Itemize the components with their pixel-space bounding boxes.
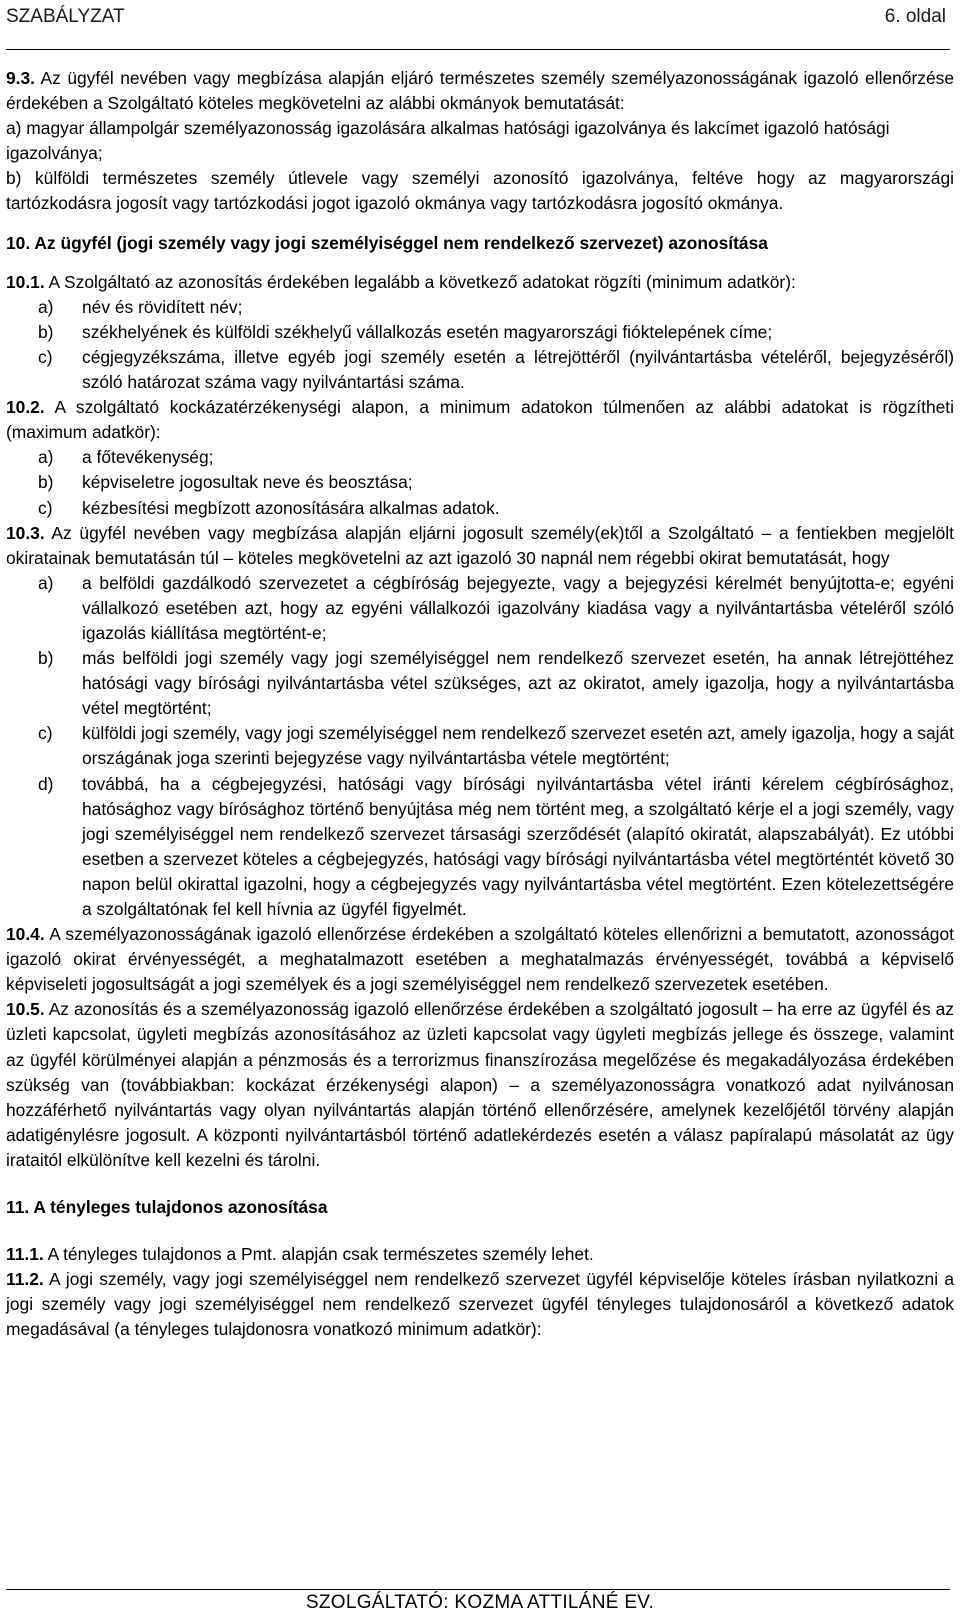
list-text: székhelyének és külföldi székhelyű vállalkozás esetén magyarországi fióktelepének címe; [82, 321, 773, 342]
list-marker: a) [38, 296, 54, 317]
paragraph-10-4 [6, 922, 954, 997]
list-marker: b) [38, 648, 54, 669]
paragraph-11-1 [6, 1242, 954, 1267]
paragraph-text: A tényleges tulajdonos a Pmt. alapján csak természetes személy lehet. [43, 1244, 594, 1265]
list-text: kézbesítési megbízott azonosítására alkalmas adatok. [82, 497, 500, 518]
section-heading-11: 11. A tényleges tulajdonos azonosítása [6, 1197, 328, 1218]
list-marker: c) [38, 497, 53, 518]
paragraph-text: A szolgáltató kockázatérzékenységi alapon, a minimum adatokon túlmenően az alábbi adatokat is rögzítheti (maximum adatkör): [6, 397, 954, 443]
paragraph-11-2 [6, 1267, 954, 1342]
list-item [38, 295, 954, 320]
list-marker: a) [38, 447, 54, 468]
list-item [38, 445, 954, 470]
list-item: a) magyar állampolgár személyazonosság igazolására alkalmas hatósági igazolványa és lakcímet igazoló hatósági igazolványa; [6, 118, 890, 164]
list-item: b) külföldi természetes személy útlevele vagy személyi azonosító igazolványa, feltéve hogy az magyarországi tartózkodásra jogosít vagy tartózkodási jogot igazoló okmánya vagy tartózkodásra jogosító okmánya. [6, 168, 954, 214]
list-item [38, 496, 954, 521]
paragraph-9-3 [6, 66, 954, 116]
list-text: képviseletre jogosultak neve és beosztása; [82, 472, 413, 493]
list-marker: a) [38, 572, 54, 593]
list-item [38, 345, 954, 395]
list-item [38, 772, 954, 923]
section-number: 10.5. [6, 999, 45, 1020]
page-header [6, 2, 946, 32]
list-text: a főtevékenység; [82, 447, 214, 468]
list-text: cégjegyzékszáma, illetve egyéb jogi személy esetén a létrejöttéről (nyilvántartásba vételéről, bejegyzéséről) szóló határozat száma vagy nyilvántartási száma. [82, 346, 954, 393]
list-text: más belföldi jogi személy vagy jogi személyiséggel nem rendelkező szervezet esetén, ha annak létrejöttéhez hatósági vagy bírósági nyilvántartásba vétel szükséges, azt az okiratot, amely igazolja, hogy a nyilvántartásba vétel megtörtént; [82, 648, 954, 719]
paragraph-text: Az ügyfél nevében vagy megbízása alapján eljáró természetes személy személyazonosságának igazoló ellenőrzése érdekében a Szolgáltató köteles megkövetelni az alábbi okmányok bemutatását: [6, 68, 954, 114]
list-marker: d) [38, 773, 54, 794]
list-item [38, 646, 954, 721]
spacer [6, 1220, 954, 1242]
list-marker: c) [38, 346, 53, 367]
list-text: továbbá, ha a cégbejegyzési, hatósági vagy bírósági nyilvántartásba vétel iránti kérelem cégbírósághoz, hatósághoz vagy bírósághoz történő benyújtása még nem történt meg, a szolgáltató kérje el a jogi személy, vagy jogi személyiséggel nem rendelkező szervezet társasági szerződését (alapító okiratát, alapszabályát). Ez utóbbi esetben a szervezet köteles a cégbejegyzés, hatósági vagy bírósági nyilvántartásba vétel megtörténtét követő 30 napon belül okirattal igazolni, hogy a cégbejegyzés vagy nyilvántartásba vétel megtörtént. Ezen kötelezettségére a szolgáltatónak fel kell hívnia az ügyfél figyelmét. [82, 773, 954, 919]
section-number: 10.2. [6, 397, 45, 418]
page-number: 6. oldal [884, 6, 946, 27]
paragraph-text: A személyazonosságának igazoló ellenőrzése érdekében a szolgáltató köteles ellenőrizni a bemutatott, azonosságot igazoló okirat érvényességét, a meghatalmazott esetében a meghatalmazás érvényességét, továbbá a képviselő képviseleti jogosultságát a jogi személyek és a jogi személyiséggel nem rendelkező szervezetek esetében. [6, 924, 954, 995]
list-marker: b) [38, 321, 54, 342]
list-text: külföldi jogi személy, vagy jogi személyiséggel nem rendelkező szervezet esetén azt, amely igazolja, hogy a saját országának joga szerinti bejegyzése vagy nyilvántartásba vétele megtörtént; [82, 723, 954, 769]
paragraph-10-2 [6, 395, 954, 445]
list-item [38, 721, 954, 771]
footer-divider [6, 1589, 950, 1590]
paragraph-text: A Szolgáltató az azonosítás érdekében legalább a következő adatokat rögzíti (minimum adatkör): [44, 271, 796, 292]
section-number: 11.2. [6, 1269, 44, 1290]
section-heading-10: 10. Az ügyfél (jogi személy vagy jogi személyiséggel nem rendelkező szervezet) azonosítása [6, 232, 768, 253]
list-item [38, 470, 954, 495]
paragraph-10-3 [6, 521, 954, 571]
page-footer: SZOLGÁLTATÓ: KOZMA ATTILÁNÉ EV. [305, 1592, 655, 1613]
paragraph-text: Az ügyfél nevében vagy megbízása alapján eljárni jogosult személy(ek)től a Szolgáltató – a fentiekben megjelölt okiratainak bemutatásán túl – köteles megkövetelni az azt igazoló 30 napnál nem régebbi okirat bemutatását, hogy [6, 522, 954, 568]
spacer [6, 256, 954, 270]
list-text: név és rövidített név; [82, 296, 243, 317]
section-number: 10.4. [6, 924, 45, 945]
section-number: 11.1. [6, 1244, 44, 1265]
paragraph-text: A jogi személy, vagy jogi személyiséggel nem rendelkező szervezet ügyfél képviselője köteles írásban nyilatkozni a jogi személy vagy jogi személyiséggel nem rendelkező szervezet ügyfél tényleges tulajdonosáról a következő adatok megadásával (a tényleges tulajdonosra vonatkozó minimum adatkör): [6, 1269, 954, 1340]
paragraph-10-5 [6, 997, 954, 1173]
spacer [6, 217, 954, 231]
header-divider [6, 49, 950, 50]
paragraph-10-1 [6, 270, 954, 295]
list-item [38, 320, 954, 345]
list-marker: c) [38, 723, 53, 744]
section-number: 10.3. [6, 522, 45, 543]
paragraph-text: Az azonosítás és a személyazonosság igazoló ellenőrzése érdekében a szolgáltató jogosult – ha erre az ügyfél és az üzleti kapcsolat, ügyleti megbízás azonosításához az üzleti kapcsolat vagy ügyleti megbízás jellege és összege, valamint az ügyfél körülményei alapján a pénzmosás és a terrorizmus finanszírozása megelőzése és megakadályozása érdekében szükség van (továbbiakban: kockázat érzékenységi alapon) – a személyazonosságra vonatkozó adat nyilvánosan hozzáférhető nyilvántartás vagy olyan nyilvántartás alapján történő ellenőrzésére, amelynek kezelőjétől törvény alapján adatigénylésre jogosult. A központi nyilvántartásból történő adatlekérdezés esetén a válasz papíralapú másolatát az ügy irataitól elkülönítve kell kezelni és tárolni. [6, 999, 954, 1170]
section-number: 9.3. [6, 68, 36, 88]
document-body [6, 66, 954, 1343]
document-title: SZABÁLYZAT [6, 6, 125, 27]
list-text: a belföldi gazdálkodó szervezetet a cégbíróság bejegyezte, vagy a bejegyzési kérelmét benyújtotta-e; egyéni vállalkozó esetében azt, hogy az egyéni vállalkozói igazolvány kiadása vagy a nyilvántartásba vételéről szóló igazolás kiállítása megtörtént-e; [82, 572, 954, 643]
section-number: 10.1. [6, 271, 45, 292]
list-item [38, 571, 954, 646]
spacer [6, 1173, 954, 1195]
list-marker: b) [38, 472, 54, 493]
